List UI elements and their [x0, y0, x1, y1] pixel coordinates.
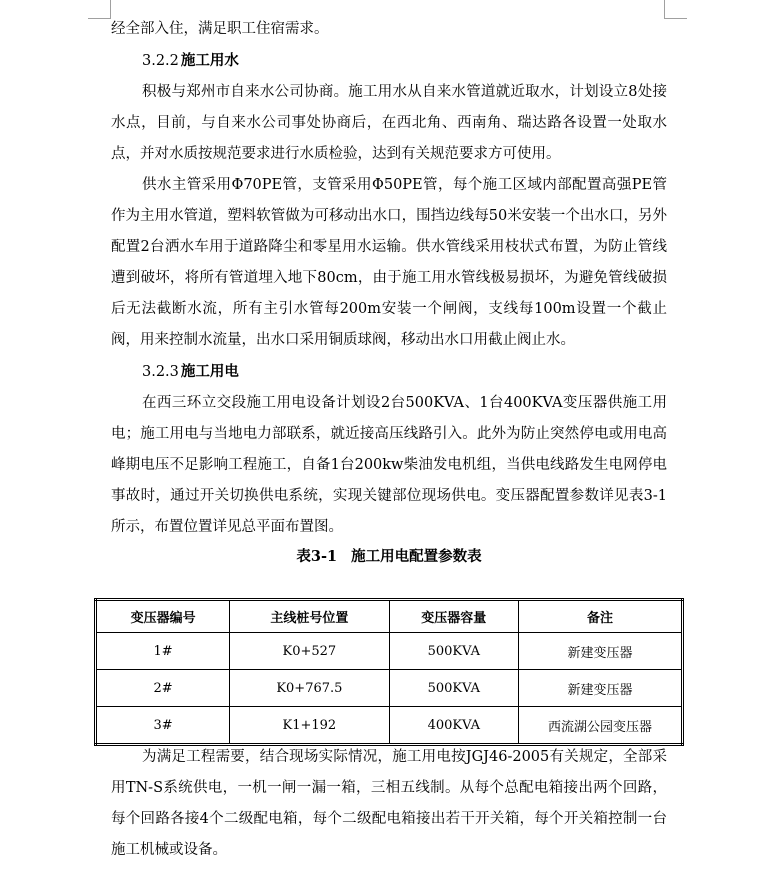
- table-cell: K0+767.5: [230, 670, 389, 707]
- table-cell: 新建变压器: [519, 670, 683, 707]
- section-heading-power: [111, 356, 667, 388]
- water-paragraph-2: 供水主管采用Φ70PE管，支管采用Φ50PE管，每个施工区域内部配置高强PE管作为主用水管道，塑料软管做为可移动出水口，围挡边线每50米安装一个出水口，另外配置2台洒水车用于道路降尘和零星用水运输。供水管线采用枝状式布置，为防止管线遭到破坏，将所有管道埋入地下80cm，由于施工用水管线极易损坏，为避免管线破损后无法截断水流，所有主引水管每200m安装一个闸阀，支线每100m设置一个截止阀，用来控制水流量，出水口采用铜质球阀，移动出水口用截止阀止水。: [111, 177, 667, 348]
- table-cell: K1+192: [230, 707, 389, 745]
- table-cell: 新建变压器: [519, 633, 683, 670]
- section-title: 施工用电: [180, 363, 239, 380]
- table-caption-title: 施工用电配置参数表: [351, 548, 482, 565]
- section-number: 3.2.2: [142, 53, 179, 69]
- table-header-cell: 主线桩号位置: [230, 600, 389, 633]
- power-paragraph-2: 为满足工程需要，结合现场实际情况，施工用电按JGJ46-2005有关规定，全部采用TN-S系统供电，一机一闸一漏一箱，三相五线制。从每个总配电箱接出两个回路，每个回路各接4个二级配电箱，每个二级配电箱接出若干开关箱，每个开关箱控制一台施工机械或设备。: [111, 749, 667, 858]
- table-cell: 2#: [96, 670, 230, 707]
- table-cell: 3#: [96, 707, 230, 745]
- page-corner-mark-right: [664, 0, 687, 19]
- page-corner-mark-left: [88, 0, 111, 19]
- table-cell: K0+527: [230, 633, 389, 670]
- top-line: 经全部入住，满足职工住宿需求。: [111, 21, 329, 37]
- table-row: [96, 633, 683, 670]
- table-row: [96, 670, 683, 707]
- table-header-cell: 变压器编号: [96, 600, 230, 633]
- table-caption-number: 表3-1: [296, 548, 338, 565]
- table-cell: 1#: [96, 633, 230, 670]
- section-number: 3.2.3: [142, 364, 179, 380]
- power-paragraph-1: 在西三环立交段施工用电设备计划设2台500KVA、1台400KVA变压器供施工用电；施工用电与当地电力部联系，就近接高压线路引入。此外为防止突然停电或用电高峰期电压不足影响工程施工，自备1台200kw柴油发电机组，当供电线路发生电网停电事故时，通过开关切换供电系统，实现关键部位现场供电。变压器配置参数详见表3-1所示，布置位置详见总平面布置图。: [111, 395, 667, 535]
- section-heading-water: [111, 45, 667, 77]
- section-title: 施工用水: [180, 52, 239, 69]
- water-paragraph-1: 积极与郑州市自来水公司协商。施工用水从自来水管道就近取水，计划设立8处接水点，目前，与自来水公司事处协商后，在西北角、西南角、瑞达路各设置一处取水点，并对水质按规范要求进行水质检验，达到有关规范要求方可使用。: [111, 84, 667, 162]
- table-cell: 400KVA: [389, 707, 518, 745]
- document-body-continued: [111, 742, 667, 866]
- table-cell: 西流湖公园变压器: [519, 707, 683, 745]
- table-header-cell: 备注: [519, 600, 683, 633]
- table-header-row: [96, 600, 683, 633]
- transformer-table: [94, 598, 684, 746]
- table-cell: 500KVA: [389, 670, 518, 707]
- table-row: [96, 707, 683, 745]
- table-cell: 500KVA: [389, 633, 518, 670]
- table-header-cell: 变压器容量: [389, 600, 518, 633]
- table-caption: [111, 543, 667, 571]
- document-body: [111, 14, 667, 571]
